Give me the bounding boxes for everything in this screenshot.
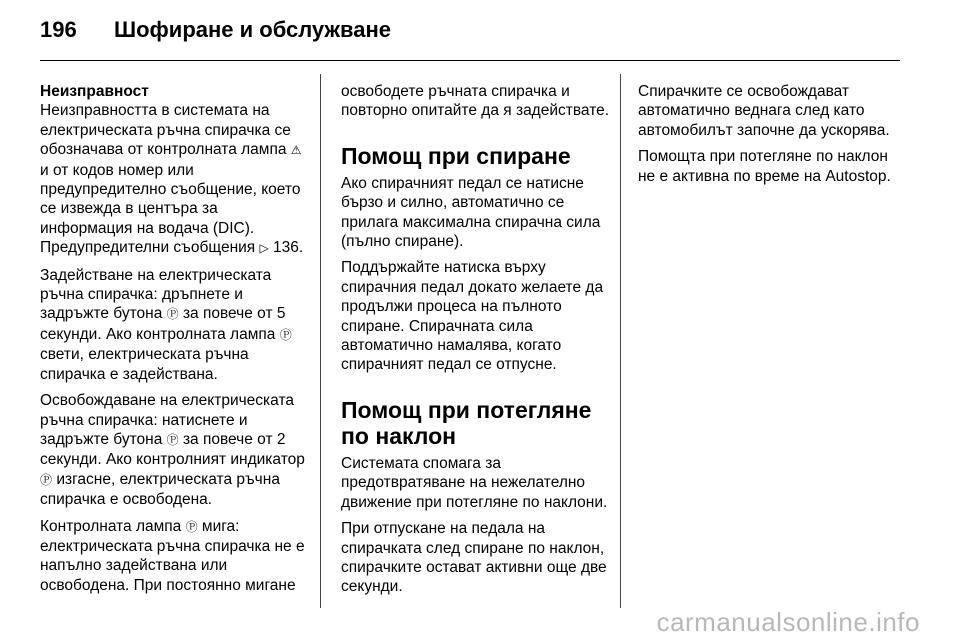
page-number: 196 (40, 17, 77, 42)
blinking-lamp-text-a: Контролната лампа (40, 517, 182, 535)
parking-brake-icon: Ⓟ (166, 432, 179, 447)
release-brake-text-b: за повече от 2 секунди. Ако контролният индикатор (40, 430, 305, 469)
header-rule (40, 60, 900, 61)
hill-start-paragraph-2: При отпускане на педала на спирачката след спиране по наклон, спирачките остават активни още две секунди. (341, 520, 607, 596)
release-brake-text-a: Освобождаване на електрическата ръчна спирачка: натиснете и задръжте бутона (40, 392, 294, 448)
parking-brake-icon: Ⓟ (166, 307, 179, 322)
page-reference-link[interactable]: 136. (273, 239, 304, 257)
malfunction-text-a: Неизправността в системата на електрическата ръчна спирачка се обозначава от контролната лампа (40, 102, 291, 159)
warning-lamp-icon: ⚠ (290, 143, 302, 158)
parking-brake-icon: Ⓟ (185, 519, 198, 534)
page-reference-arrow-icon: ▷ (259, 241, 269, 256)
section-heading-malfunction: Неизправност (40, 83, 149, 100)
column-2 (341, 82, 613, 604)
malfunction-text-b: и от кодов номер или предупредително съобщение, което се извежда в центъра за информация на водача (DIC). Предупредителни съобщения (40, 161, 301, 257)
parking-brake-icon: Ⓟ (40, 472, 53, 487)
apply-brake-text-b: за повече от 5 секунди. Ако контролната лампа (40, 305, 286, 343)
section-heading-brake-assist: Помощ при спиране (341, 142, 571, 169)
column-1 (40, 82, 312, 602)
column-divider (620, 74, 621, 608)
brake-assist-paragraph-1: Ако спирачният педал се натисне бързо и силно, автоматично се прилага максимална спирачна сила (пълно спиране). (341, 174, 601, 251)
apply-brake-text-c: свети, електрическата ръчна спирачка е задействана. (40, 346, 249, 383)
section-heading-hill-start-assist: Помощ при потегляне по наклон (341, 396, 592, 449)
page-header (40, 10, 391, 50)
apply-brake-text-a: Задействане на електрическата ръчна спирачка: дръпнете и задръжте бутона (40, 266, 272, 323)
watermark: carmanualsonline.info (656, 607, 920, 637)
parking-brake-icon: Ⓟ (279, 327, 292, 342)
hill-start-paragraph-1: Системата спомага за предотвратяване на нежелателно движение при потегляне по наклони. (341, 454, 608, 511)
blinking-lamp-text-b: мига: електрическата ръчна спирачка не е напълно задействана или освободена. При постоянно мигане (40, 517, 305, 594)
brake-assist-paragraph-2: Поддържайте натиска върху спирачния педал докато желаете да продължи процеса на пълното спиране. Спирачната сила автоматично намалява, когато спирачният педал се отпусне. (341, 259, 604, 374)
column-3 (638, 82, 904, 193)
hill-start-paragraph-4: Помощта при потегляне по наклон не е активна по време на Autostop. (638, 148, 891, 185)
continued-paragraph: освободете ръчната спирачка и повторно опитайте да я задействате. (341, 83, 610, 120)
release-brake-text-c: изгасне, електрическата ръчна спирачка е освободена. (40, 470, 280, 509)
hill-start-paragraph-3: Спирачките се освобождават автоматично веднага след като автомобилът започне да ускорява. (638, 83, 890, 139)
column-divider (320, 74, 321, 608)
chapter-title: Шофиране и обслужване (114, 17, 392, 42)
